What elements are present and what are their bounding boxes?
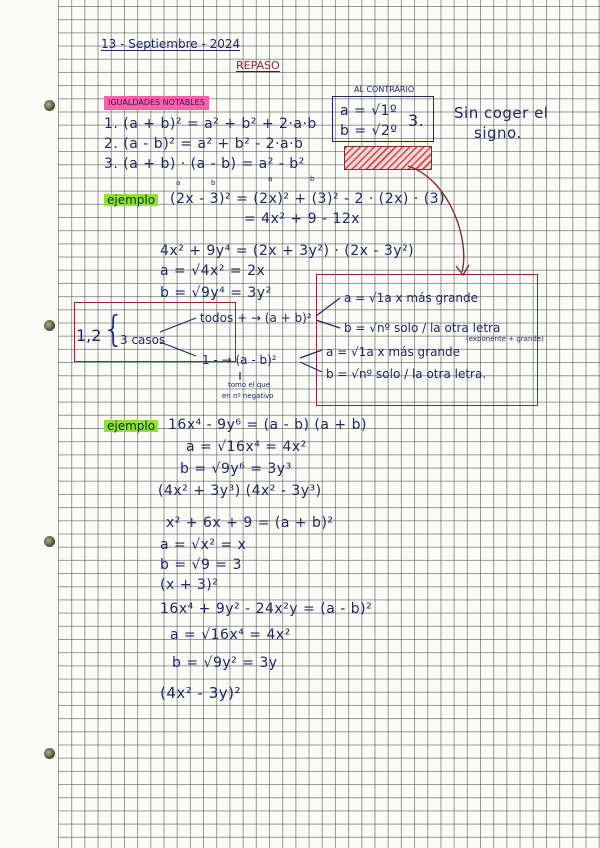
example4-line1: x² + 6x + 9 = (a + b)² — [166, 515, 334, 531]
scheme-brace: { — [102, 309, 125, 350]
scheme-num: 1,2 — [76, 326, 102, 345]
example5-result: (4x² - 3y)² — [160, 684, 242, 702]
example4-a: a = √x² = x — [160, 537, 247, 553]
contrary-label: AL CONTRARIO — [354, 85, 415, 94]
identities-heading: IGUALDADES NOTABLES — [104, 96, 209, 110]
scheme-uno: 1 - → (a - b)² — [202, 353, 277, 367]
example4-b: b = √9 = 3 — [160, 557, 242, 573]
branch-line — [300, 362, 322, 372]
curve-arrow — [408, 166, 464, 272]
example1-line1: (2x - 3)² = (2x)² + (3)² - 2 · (2x) · (3) — [170, 191, 446, 207]
example1-line2: = 4x² + 9 - 12x — [244, 211, 361, 227]
scheme-up-a: a = √1a x más grande — [344, 291, 479, 305]
example5-a: a = √16x⁴ = 4x² — [170, 627, 291, 643]
annotation-b: b — [211, 179, 216, 187]
scheme-up-b: b = √nº solo / la otra letra — [344, 321, 501, 335]
branch-line — [160, 342, 196, 356]
scheme-down-a: a = √1a x más grande — [326, 345, 461, 359]
identity-rule: 3. (a + b) · (a - b) = a² - b² — [104, 156, 305, 172]
contrary-note: signo. — [474, 124, 522, 142]
example5-b: b = √9y² = 3y — [172, 655, 278, 671]
date: 13 - Septiembre - 2024 — [101, 37, 241, 51]
example3-result: (4x² + 3y³) (4x² - 3y³) — [158, 483, 322, 499]
page-title: REPASO — [236, 59, 280, 72]
identity-rule: 2. (a - b)² = a² + b² - 2·a·b — [104, 136, 304, 152]
scheme-up-note: (exponente + grande) — [466, 335, 544, 343]
contrary-note: Sin coger el — [454, 104, 549, 122]
example3-a: a = √16x⁴ = 4x² — [186, 439, 307, 455]
example2-line1: 4x² + 9y⁴ = (2x + 3y²) · (2x - 3y²) — [160, 243, 415, 259]
identity-rule: 1. (a + b)² = a² + b² + 2·a·b — [104, 116, 317, 132]
scheme-down-b: b = √nº solo / la otra letra. — [326, 367, 487, 381]
scheme-cases: 3 casos — [120, 333, 166, 347]
annotation-b: b — [310, 175, 315, 183]
branch-line — [316, 298, 340, 316]
contrary-a: a = √1º — [340, 103, 398, 119]
branch-line — [300, 350, 322, 358]
example3-b: b = √9y⁶ = 3y³ — [180, 461, 292, 477]
contrary-brace-num: 3. — [408, 111, 425, 130]
example-label: ejemplo — [104, 420, 158, 432]
annotation-a: a — [268, 175, 273, 183]
annotation-a: a — [176, 179, 181, 187]
example2-a: a = √4x² = 2x — [160, 263, 266, 279]
example5-line1: 16x⁴ + 9y² - 24x²y = (a - b)² — [160, 601, 373, 617]
scheme-negativo: en nº negativo — [222, 392, 274, 400]
example-label: ejemplo — [104, 194, 158, 206]
contrary-b: b = √2º — [340, 123, 398, 139]
example2-b: b = √9y⁴ = 3y² — [160, 285, 272, 301]
branch-line — [160, 318, 196, 332]
branch-line — [316, 320, 340, 328]
example3-line1: 16x⁴ - 9y⁶ = (a - b) (a + b) — [168, 417, 367, 433]
scheme-todos: todos + → (a + b)² — [200, 311, 312, 325]
example4-result: (x + 3)² — [160, 577, 219, 593]
scheme-tomo: tomo el que — [228, 381, 271, 389]
